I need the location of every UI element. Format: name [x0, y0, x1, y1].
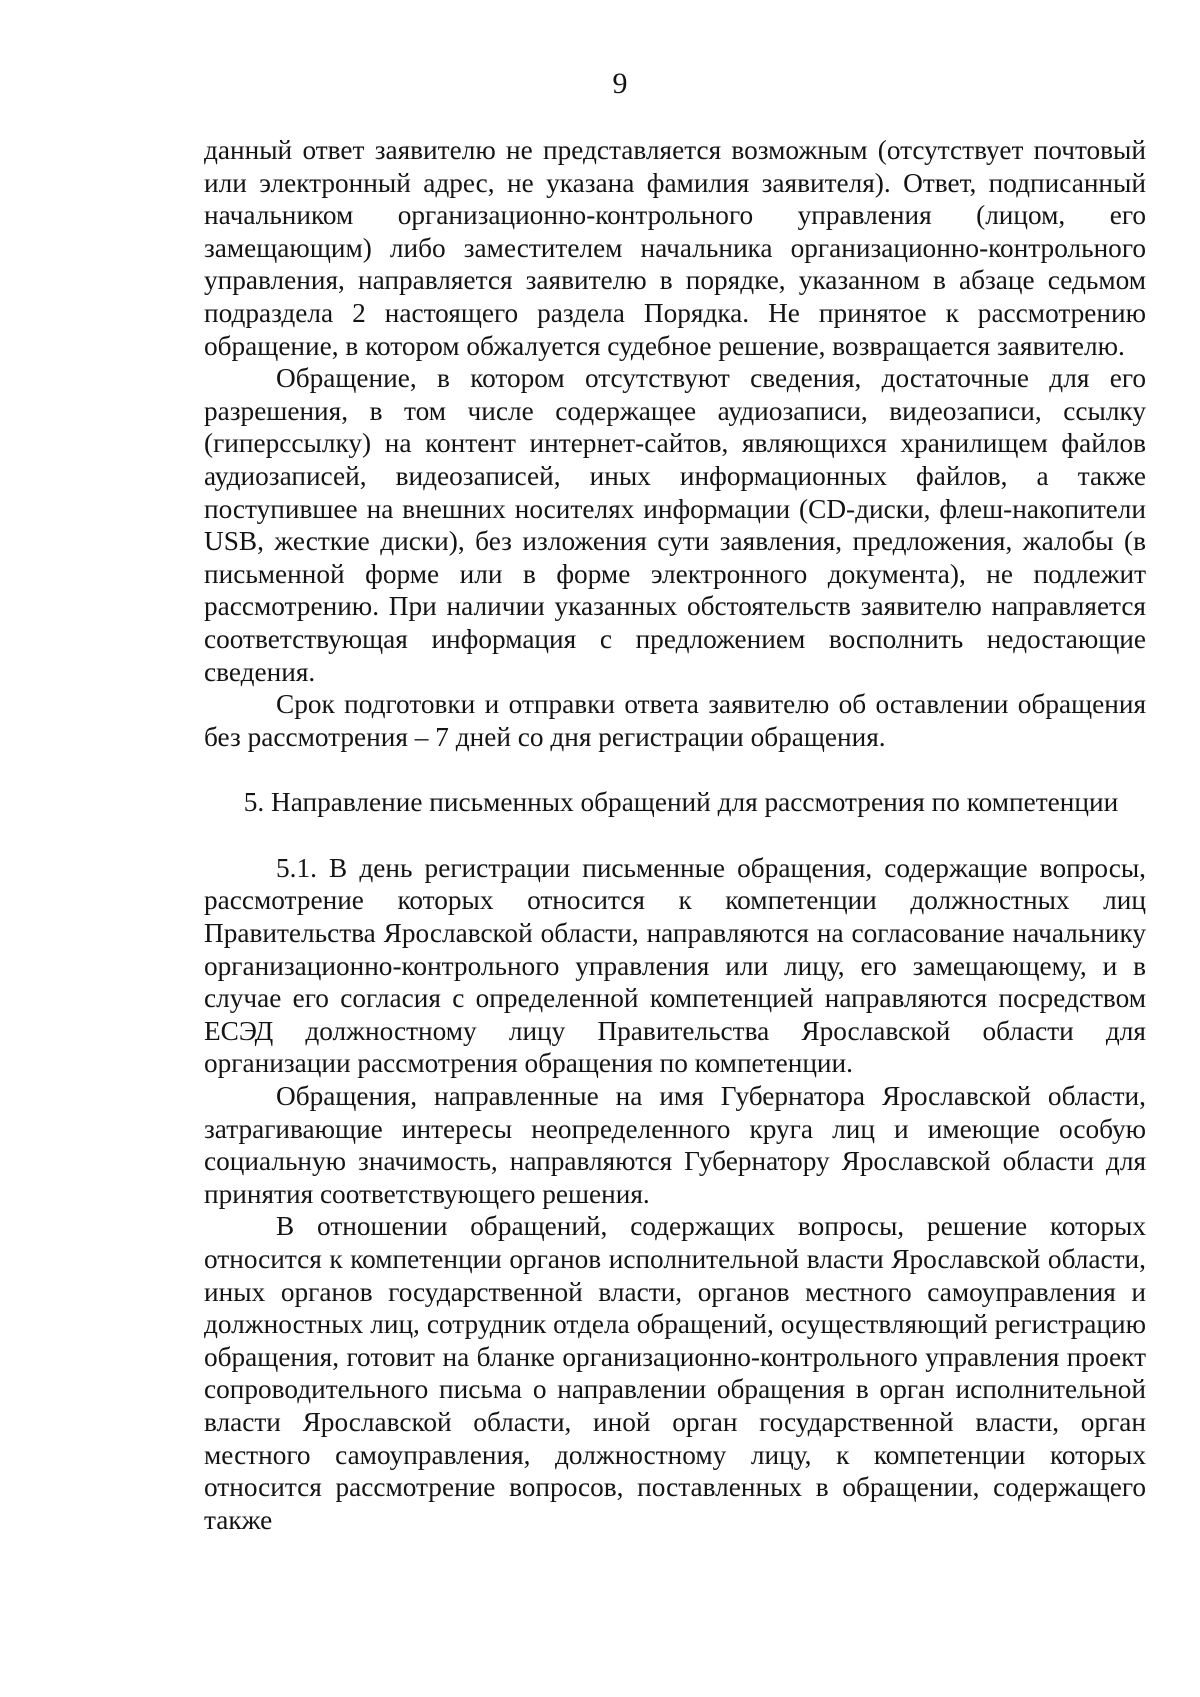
paragraph-governor: Обращения, направленные на имя Губернатора Ярославской области, затрагивающие интересы неопределенного круга лиц и имеющие особую социальную значимость, направляются Губернатору Ярославской области для принятия соответствующего решения.: [204, 1081, 1146, 1209]
section-heading: 5. Направление письменных обращений для рассмотрения по компетенции: [243, 787, 1119, 818]
paragraph-5-1: 5.1. В день регистрации письменные обращения, содержащие вопросы, рассмотрение которых относится к компетенции должностных лиц Правительства Ярославской области, направляются на согласование начальнику организационно-контрольного управления или лицу, его замещающему, и в случае его согласия с определенной компетенцией направляются посредством ЕСЭД должностному лицу Правительства Ярославской области для организации рассмотрения обращения по компетенции.: [204, 852, 1146, 1079]
document-body: [204, 134, 1146, 1536]
paragraph-deadline: Срок подготовки и отправки ответа заявителю об оставлении обращения без рассмотрения – 7 дней со дня регистрации обращения.: [204, 689, 1146, 752]
paragraph-missing-info: Обращение, в котором отсутствуют сведения, достаточные для его разрешения, в том числе содержащее аудиозаписи, видеозаписи, ссылку (гиперссылку) на контент интернет-сайтов, являющихся хранилищем файлов аудиозаписей, видеозаписей, иных информационных файлов, а также поступившее на внешних носителях информации (CD-диски, флеш-накопители USB, жесткие диски), без изложения сути заявления, предложения, жалобы (в письменной форме или в форме электронного документа), не подлежит рассмотрению. При наличии указанных обстоятельств заявителю направляется соответствующая информация с предложением восполнить недостающие сведения.: [204, 363, 1146, 687]
paragraph-competence: В отношении обращений, содержащих вопросы, решение которых относится к компетенции органов исполнительной власти Ярославской области, иных органов государственной власти, органов местного самоуправления и должностных лиц, сотрудник отдела обращений, осуществляющий регистрацию обращения, готовит на бланке организационно-контрольного управления проект сопроводительного письма о направлении обращения в орган исполнительной власти Ярославской области, иной орган государственной власти, орган местного самоуправления, должностному лицу, к компетенции которых относится рассмотрение вопросов, поставленных в обращении, содержащего также: [204, 1211, 1146, 1535]
paragraph-continuation: данный ответ заявителю не представляется возможным (отсутствует почтовый или электронный адрес, не указана фамилия заявителя). Ответ, подписанный начальником организационно-контрольного управления (лицом, его замещающим) либо заместителем начальника организационно-контрольного управления, направляется заявителю в порядке, указанном в абзаце седьмом подраздела 2 настоящего раздела Порядка. Не принятое к рассмотрению обращение, в котором обжалуется судебное решение, возвращается заявителю.: [204, 135, 1146, 361]
page-number: 9: [612, 67, 628, 100]
